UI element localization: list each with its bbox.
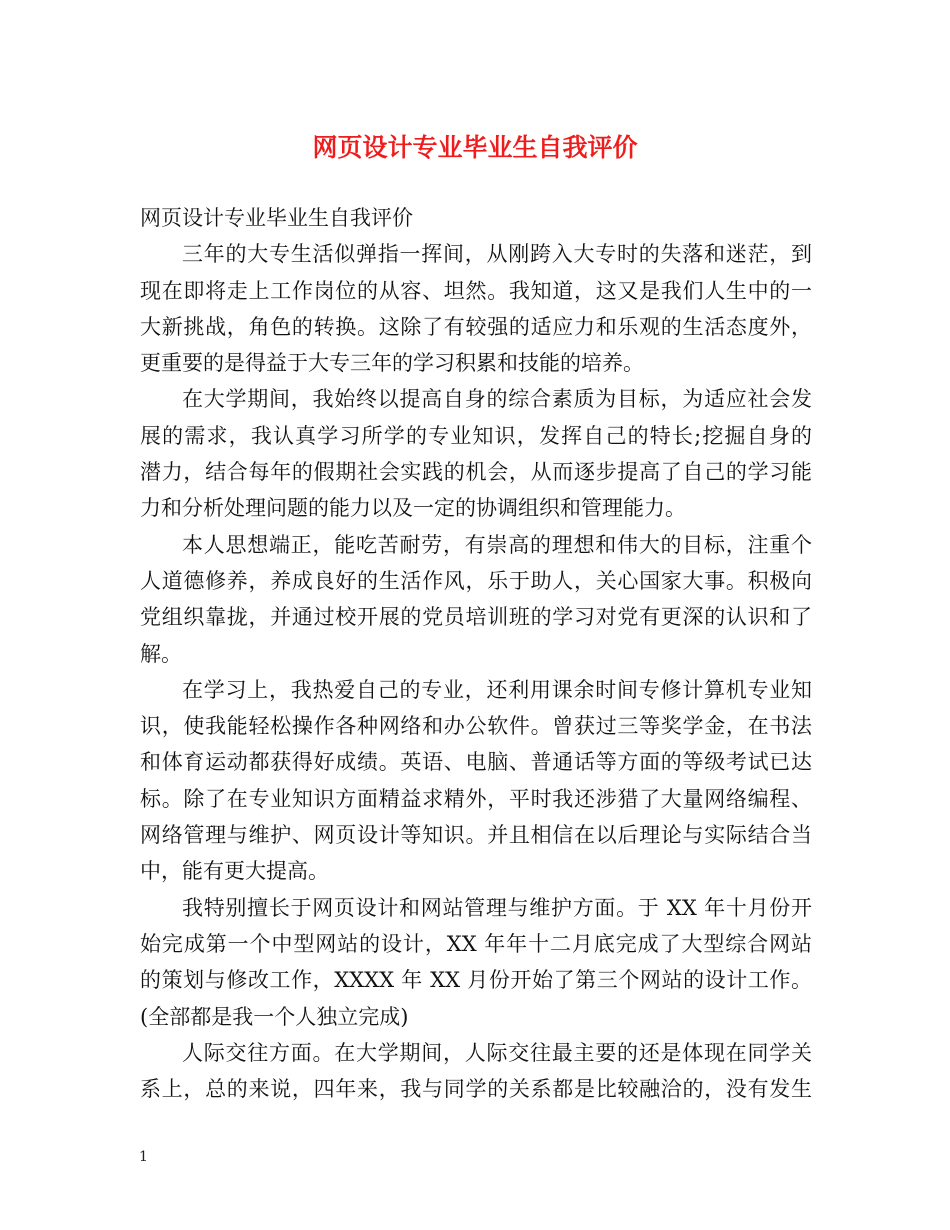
text-line: 更重要的是得益于大专三年的学习积累和技能的培养。 xyxy=(140,351,644,376)
text-line: 我特别擅长于网页设计和网站管理与维护方面。于 XX 年十月份开 xyxy=(182,895,812,920)
text-line: 力和分析处理问题的能力以及一定的协调组织和管理能力。 xyxy=(140,496,686,521)
text-line: 的策划与修改工作，XXXX 年 XX 月份开始了第三个网站的设计工作。 xyxy=(140,968,812,993)
document-title: 网页设计专业毕业生自我评价 xyxy=(312,133,638,162)
text-line: 展的需求，我认真学习所学的专业知识，发挥自己的特长;挖掘自身的 xyxy=(140,423,812,448)
text-line: 始完成第一个中型网站的设计，XX 年年十二月底完成了大型综合网站 xyxy=(140,931,812,956)
text-line: 中，能有更大提高。 xyxy=(140,859,329,884)
text-line: 现在即将走上工作岗位的从容、坦然。我知道，这又是我们人生中的一 xyxy=(140,278,812,303)
text-line: 大新挑战，角色的转换。这除了有较强的适应力和乐观的生活态度外， xyxy=(140,314,812,339)
text-line: 三年的大专生活似弹指一挥间，从刚跨入大专时的失落和迷茫，到 xyxy=(182,242,812,267)
text-line: 党组织靠拢，并通过校开展的党员培训班的学习对党有更深的认识和了 xyxy=(140,605,812,630)
document-body xyxy=(140,200,812,1107)
text-line: 人道德修养，养成良好的生活作风，乐于助人，关心国家大事。积极向 xyxy=(140,568,812,593)
text-line: 识，使我能轻松操作各种网络和办公软件。曾获过三等奖学金，在书法 xyxy=(140,714,812,739)
text-line: 人际交往方面。在大学期间，人际交往最主要的还是体现在同学关 xyxy=(182,1040,812,1065)
text-line: 系上，总的来说，四年来，我与同学的关系都是比较融洽的，没有发生 xyxy=(140,1077,812,1102)
text-line: 解。 xyxy=(140,641,182,666)
text-line: 本人思想端正，能吃苦耐劳，有崇高的理想和伟大的目标，注重个 xyxy=(182,532,812,557)
text-line: 网页设计专业毕业生自我评价 xyxy=(140,206,413,230)
text-line: 和体育运动都获得好成绩。英语、电脑、普通话等方面的等级考试已达 xyxy=(140,750,812,775)
text-line: (全部都是我一个人独立完成) xyxy=(140,1004,409,1029)
text-line: 在学习上，我热爱自己的专业，还利用课余时间专修计算机专业知 xyxy=(182,677,812,702)
text-line: 网络管理与维护、网页设计等知识。并且相信在以后理论与实际结合当 xyxy=(140,823,812,848)
text-line: 标。除了在专业知识方面精益求精外，平时我还涉猎了大量网络编程、 xyxy=(140,786,812,811)
page-number: 1 xyxy=(139,1149,148,1165)
text-line: 潜力，结合每年的假期社会实践的机会，从而逐步提高了自己的学习能 xyxy=(140,460,812,485)
text-line: 在大学期间，我始终以提高自身的综合素质为目标，为适应社会发 xyxy=(182,387,812,412)
